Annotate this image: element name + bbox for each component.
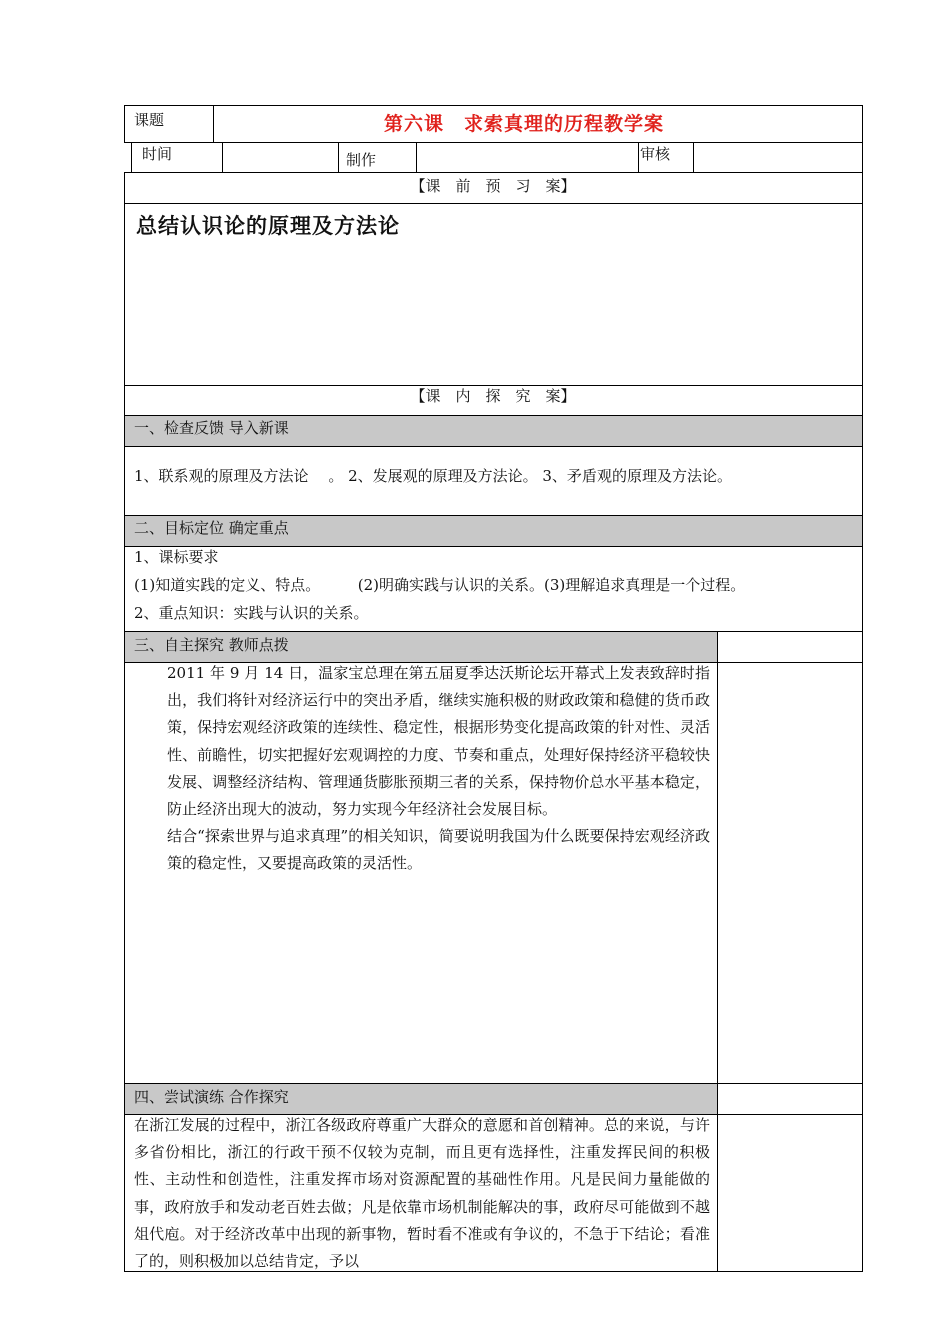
author-label: 制作 (346, 151, 377, 169)
section2-line1: 1、课标要求 (134, 548, 219, 566)
section4-paragraph: 在浙江发展的过程中，浙江各级政府尊重广大群众的意愿和首创精神。总的来说，与许多省份相比，浙江的行政干预不仅较为克制，而且更有选择性，注重发挥民间的积极性、主动性和创造性，注重发挥市场对资源配置的基础性作用。凡是民间力量能做的事，政府放手和发动老百姓去做；凡是依靠市场机制能解决的事，政府尽可能做到不越俎代庖。对于经济改革中出现的新事物，暂时看不准或有争议的，不急于下结论；看准了的，则积极加以总结肯定，予以 (134, 1116, 710, 1270)
review-label: 审核 (640, 145, 671, 163)
in-class-banner: 【课 内 探 究 案】 (410, 387, 576, 405)
section3-paragraph1: 2011 年 9 月 14 日，温家宝总理在第五届夏季达沃斯论坛开幕式上发表致辞时指出，我们将针对经济运行中的突出矛盾，继续实施积极的财政政策和稳健的货币政策，保持宏观经济政策的连续性、稳定性，根据形势变化提高政策的针对性、灵活性、前瞻性，切实把握好宏观调控的力度、节奏和重点，处理好保持经济平稳较快发展、调整经济结构、管理通货膨胀预期三者的关系，保持物价总水平基本稳定，防止经济出现大的波动，努力实现今年经济社会发展目标。 (167, 664, 710, 819)
pre-class-banner: 【课 前 预 习 案】 (410, 177, 576, 195)
section1-content: 1、联系观的原理及方法论 。 2、发展观的原理及方法论。 3、矛盾观的原理及方法论。 (134, 467, 732, 485)
time-label: 时间 (142, 145, 173, 163)
section1-title: 一、检查反馈 导入新课 (134, 419, 289, 437)
section3-paragraph2: 结合“探索世界与追求真理”的相关知识，简要说明我国为什么既要保持宏观经济政策的稳定性，又要提高政策的灵活性。 (167, 827, 710, 873)
pre-class-heading: 总结认识论的原理及方法论 (136, 214, 400, 238)
section2-line2: (1)知道实践的定义、特点。 (2)明确实践与认识的关系。(3)理解追求真理是一个过程。 (134, 576, 746, 594)
section4-title: 四、尝试演练 合作探究 (134, 1088, 289, 1106)
page-title: 第六课 求索真理的历程教学案 (384, 113, 665, 135)
section3-body (167, 660, 710, 878)
topic-label: 课题 (134, 111, 165, 129)
section2-line3: 2、重点知识：实践与认识的关系。 (134, 604, 369, 622)
section2-title: 二、目标定位 确定重点 (134, 519, 289, 537)
section3-title: 三、自主探究 教师点拨 (134, 636, 289, 654)
